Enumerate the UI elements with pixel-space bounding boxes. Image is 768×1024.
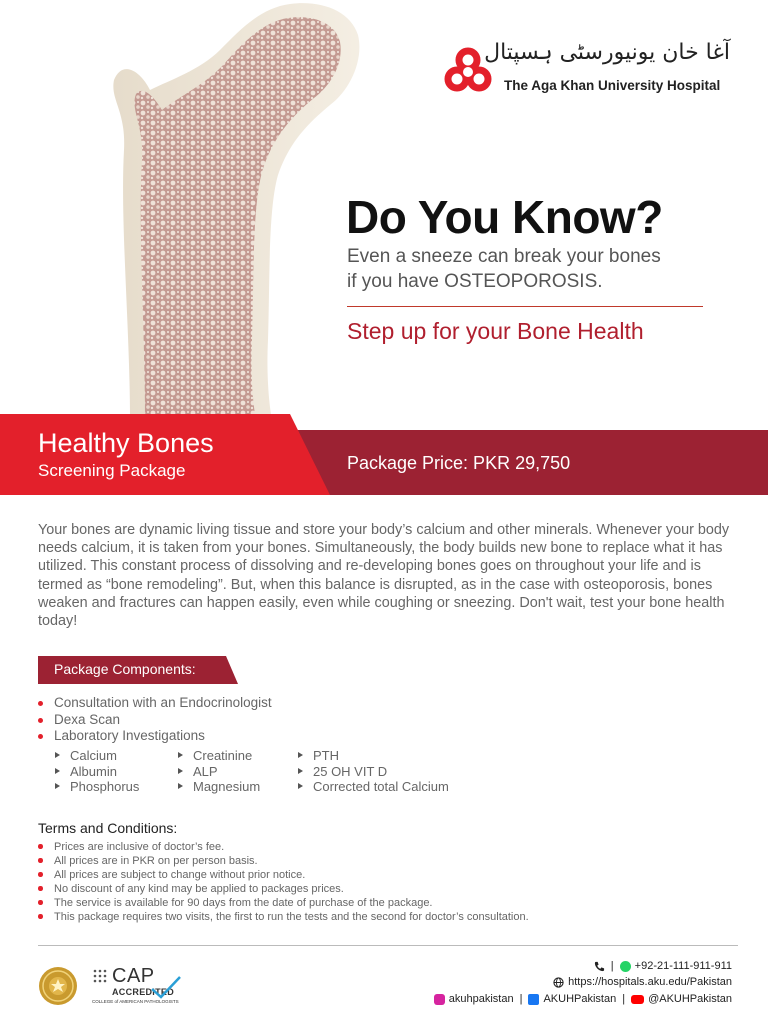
list-item: 25 OH VIT D	[298, 764, 449, 780]
components-heading: Package Components:	[54, 661, 196, 677]
list-item: The service is available for 90 days from the date of purchase of the package.	[38, 896, 529, 910]
femur-bone-illustration	[100, 0, 360, 420]
gold-seal-icon	[38, 966, 78, 1006]
lab-tests-column-3	[298, 748, 449, 795]
list-item: Phosphorus	[55, 779, 139, 795]
list-item: Creatinine	[178, 748, 260, 764]
phone-number[interactable]: +92-21-111-911-911	[634, 960, 732, 972]
terms-list	[38, 840, 529, 924]
globe-icon	[553, 977, 564, 988]
instagram-icon	[434, 994, 445, 1005]
separator: |	[519, 993, 523, 1005]
list-item: Albumin	[55, 764, 139, 780]
separator: |	[610, 960, 614, 972]
facebook-handle[interactable]: AKUHPakistan	[543, 993, 617, 1005]
checkmark-icon	[150, 975, 182, 999]
youtube-icon	[631, 995, 644, 1004]
footer-divider	[38, 945, 738, 946]
package-price: Package Price: PKR 29,750	[347, 453, 571, 473]
components-list	[38, 695, 272, 745]
youtube-handle[interactable]: @AKUHPakistan	[648, 993, 732, 1005]
contact-web-row	[553, 976, 732, 988]
list-item: All prices are in PKR on per person basis.	[38, 854, 529, 868]
separator: |	[622, 993, 626, 1005]
cap-accredited-text: ACCREDITED	[112, 987, 175, 997]
list-item: Calcium	[55, 748, 139, 764]
facebook-icon	[528, 994, 539, 1005]
list-item: Prices are inclusive of doctor’s fee.	[38, 840, 529, 854]
cap-college-text: COLLEGE of AMERICAN PATHOLOGISTS	[92, 999, 179, 1004]
package-title: Healthy Bones	[38, 428, 214, 458]
list-item: No discount of any kind may be applied to packages prices.	[38, 882, 529, 896]
intro-paragraph: Your bones are dynamic living tissue and store your body’s calcium and other minerals. Whenever your body needs calcium, it is taken from your bones. Simultaneously, the body builds new bone to replace what it has utilized. This constant process of dissolving and re-developing bones goes on throughout your life and is termed as “bone remodeling”. But, when this balance is disrupted, as in the case with osteoporosis, bones weaken and fractures can happen easily, even while coughing or sneezing. Don't wait, test your bone health today!	[38, 522, 730, 630]
list-item: This package requires two visits, the first to run the tests and the second for doctor’s consultation.	[38, 910, 529, 924]
headline: Do You Know?	[346, 191, 663, 243]
list-item: ALP	[178, 764, 260, 780]
list-item: Magnesium	[178, 779, 260, 795]
logo-urdu-name: آغا خان یونیورسٹی ہسپتال	[484, 40, 730, 65]
package-subtitle: Screening Package	[38, 461, 186, 480]
subtitle-line-1: Even a sneeze can break your bones	[347, 246, 661, 267]
list-item: Dexa Scan	[38, 712, 272, 729]
contact-phone-row	[594, 960, 732, 972]
divider	[347, 306, 703, 307]
subtitle-line-2: if you have OSTEOPOROSIS.	[347, 271, 603, 292]
phone-icon	[594, 961, 605, 972]
lab-tests-column-2	[178, 748, 260, 795]
instagram-handle[interactable]: akuhpakistan	[448, 993, 514, 1005]
list-item: All prices are subject to change without prior notice.	[38, 868, 529, 882]
cap-dots-icon	[92, 968, 110, 986]
lab-tests-column-1	[55, 748, 139, 795]
logo-name: The Aga Khan University Hospital	[504, 78, 721, 93]
list-item: Laboratory Investigations	[38, 728, 272, 745]
tagline: Step up for your Bone Health	[347, 318, 644, 344]
list-item: PTH	[298, 748, 449, 764]
list-item: Corrected total Calcium	[298, 779, 449, 795]
whatsapp-icon	[620, 961, 631, 972]
contact-social-row	[434, 993, 732, 1005]
cap-logo-text: CAP	[112, 965, 155, 987]
website-link[interactable]: https://hospitals.aku.edu/Pakistan	[568, 976, 732, 988]
list-item: Consultation with an Endocrinologist	[38, 695, 272, 712]
terms-heading: Terms and Conditions:	[38, 820, 178, 836]
